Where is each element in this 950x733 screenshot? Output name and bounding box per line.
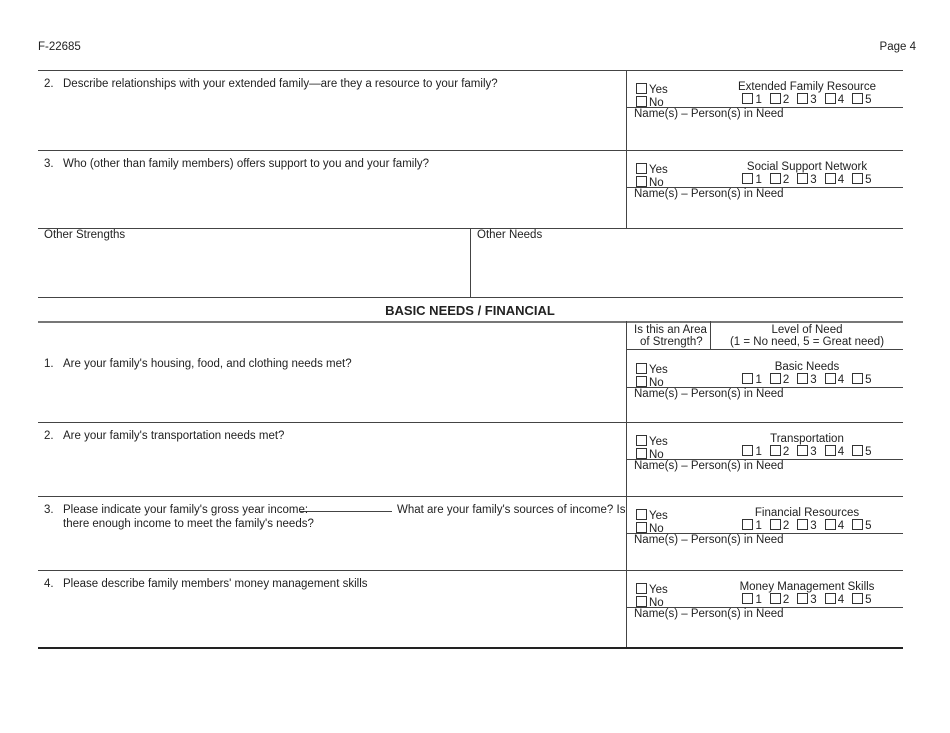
name-field[interactable]: Name(s) – Person(s) in Need <box>634 388 784 400</box>
strength-yes-no <box>636 363 668 389</box>
form-number: F-22685 <box>38 41 81 53</box>
rating-option-2[interactable] <box>770 374 789 386</box>
yes-checkbox[interactable] <box>636 435 647 446</box>
rating-title: Basic Needs <box>774 361 840 373</box>
rating-checkbox[interactable] <box>825 93 836 104</box>
rating-option-5[interactable] <box>852 520 871 532</box>
rating-label: 1 <box>755 94 762 106</box>
rating-title: Money Management Skills <box>739 581 875 593</box>
question-number: 1. <box>44 358 54 370</box>
divider <box>38 297 903 298</box>
rating-label: 5 <box>865 94 872 106</box>
rating-option-4[interactable] <box>825 520 844 532</box>
header-line: of Strength? <box>640 336 703 348</box>
question-label-line2: there enough income to meet the family's needs? <box>63 518 314 530</box>
rating-label: 2 <box>782 174 790 186</box>
question-label: Please indicate your family's gross year income: <box>63 504 309 516</box>
rating-label: 4 <box>837 174 845 186</box>
rating-checkbox[interactable] <box>825 173 836 184</box>
divider <box>470 228 471 297</box>
divider <box>38 496 903 497</box>
rating-checkbox[interactable] <box>797 93 808 104</box>
rating-checkbox[interactable] <box>797 519 808 530</box>
rating-checkbox[interactable] <box>797 445 808 456</box>
question-label: Who (other than family members) offers support to you and your family? <box>63 158 430 170</box>
rating-options <box>712 373 902 386</box>
rating-label: 5 <box>865 174 872 186</box>
strength-option-yes[interactable] <box>636 583 668 596</box>
no-label: No <box>649 597 664 609</box>
yes-checkbox[interactable] <box>636 163 647 174</box>
question-label: Are your family's housing, food, and clothing needs met? <box>63 358 352 370</box>
strength-yes-no <box>636 83 668 109</box>
rating-option-4[interactable] <box>825 446 844 458</box>
rating-option-1[interactable] <box>742 520 761 532</box>
rating-checkbox[interactable] <box>770 373 781 384</box>
rating-checkbox[interactable] <box>742 593 753 604</box>
rating-options <box>712 593 902 606</box>
rating-option-2[interactable] <box>770 446 789 458</box>
need-rating <box>712 161 902 186</box>
strength-yes-no <box>636 163 668 189</box>
rating-option-1[interactable] <box>742 446 761 458</box>
rating-label: 2 <box>782 446 790 458</box>
rating-checkbox[interactable] <box>797 173 808 184</box>
no-checkbox[interactable] <box>636 176 647 187</box>
rating-checkbox[interactable] <box>770 593 781 604</box>
rating-option-2[interactable] <box>770 520 789 532</box>
question-label: Please describe family members' money management skills <box>63 578 368 590</box>
question-number: 2. <box>44 430 54 442</box>
level-col-header <box>712 324 902 348</box>
rating-checkbox[interactable] <box>770 93 781 104</box>
question-label: Describe relationships with your extended family—are they a resource to your family? <box>63 78 498 90</box>
divider <box>38 647 903 649</box>
yes-checkbox[interactable] <box>636 509 647 520</box>
yes-label: Yes <box>649 84 668 96</box>
rating-options <box>712 445 902 458</box>
rating-options <box>712 173 902 186</box>
section-title: BASIC NEEDS / FINANCIAL <box>385 303 555 318</box>
rating-label: 4 <box>837 520 845 532</box>
rating-label: 4 <box>837 94 845 106</box>
rating-option-3[interactable] <box>797 374 816 386</box>
strength-col-header <box>634 324 707 348</box>
strength-option-yes[interactable] <box>636 435 668 448</box>
page-number: Page 4 <box>879 41 916 53</box>
divider <box>38 150 903 151</box>
strength-option-yes[interactable] <box>636 163 668 176</box>
rating-option-3[interactable] <box>797 174 816 186</box>
rating-checkbox[interactable] <box>797 593 808 604</box>
rating-checkbox[interactable] <box>742 519 753 530</box>
rating-label: 3 <box>810 94 817 106</box>
rating-label: 2 <box>782 594 790 606</box>
strength-yes-no <box>636 435 668 461</box>
question-label: Are your family's transportation needs met? <box>63 430 285 442</box>
yes-label: Yes <box>649 164 668 176</box>
rating-label: 4 <box>837 374 845 386</box>
divider <box>38 570 903 571</box>
rating-checkbox[interactable] <box>770 173 781 184</box>
rating-option-3[interactable] <box>797 520 816 532</box>
rating-label: 1 <box>755 446 762 458</box>
rating-option-1[interactable] <box>742 174 761 186</box>
rating-checkbox[interactable] <box>852 519 863 530</box>
rating-label: 1 <box>755 520 762 532</box>
rating-checkbox[interactable] <box>742 93 753 104</box>
header-line: Is this an Area <box>634 324 707 336</box>
no-checkbox[interactable] <box>636 522 647 533</box>
rating-option-5[interactable] <box>852 446 871 458</box>
rating-option-1[interactable] <box>742 94 761 106</box>
rating-label: 1 <box>755 594 762 606</box>
rating-checkbox[interactable] <box>852 93 863 104</box>
rating-label: 5 <box>865 594 872 606</box>
name-field[interactable]: Name(s) – Person(s) in Need <box>634 188 784 200</box>
rating-option-5[interactable] <box>852 174 871 186</box>
divider <box>626 70 627 228</box>
question-text <box>44 503 626 531</box>
no-checkbox[interactable] <box>636 96 647 107</box>
rating-title: Transportation <box>770 433 844 445</box>
name-field[interactable]: Name(s) – Person(s) in Need <box>634 460 784 472</box>
rating-label: 5 <box>865 520 872 532</box>
rating-options <box>712 93 902 106</box>
header-line: (1 = No need, 5 = Great need) <box>729 336 885 348</box>
rating-label: 5 <box>865 374 872 386</box>
question-number: 3. <box>44 158 54 170</box>
need-rating <box>712 433 902 458</box>
rating-label: 2 <box>782 374 790 386</box>
name-field[interactable]: Name(s) – Person(s) in Need <box>634 108 784 120</box>
name-field[interactable]: Name(s) – Person(s) in Need <box>634 608 784 620</box>
rating-checkbox[interactable] <box>852 173 863 184</box>
rating-title: Financial Resources <box>754 507 860 519</box>
rating-label: 3 <box>810 174 817 186</box>
rating-option-1[interactable] <box>742 374 761 386</box>
rating-title: Extended Family Resource <box>737 81 877 93</box>
need-rating <box>712 81 902 106</box>
rating-label: 1 <box>755 174 762 186</box>
rating-options <box>712 519 902 532</box>
rating-option-3[interactable] <box>797 594 816 606</box>
rating-checkbox[interactable] <box>825 593 836 604</box>
rating-option-1[interactable] <box>742 594 761 606</box>
rating-label: 3 <box>810 594 817 606</box>
rating-checkbox[interactable] <box>825 445 836 456</box>
divider <box>626 349 903 350</box>
rating-label: 3 <box>810 446 817 458</box>
yes-checkbox[interactable] <box>636 363 647 374</box>
question-text <box>44 77 498 91</box>
yes-label: Yes <box>649 364 668 376</box>
need-rating <box>712 581 902 606</box>
rating-option-5[interactable] <box>852 594 871 606</box>
yes-label: Yes <box>649 584 668 596</box>
rating-checkbox[interactable] <box>852 373 863 384</box>
strength-yes-no <box>636 583 668 609</box>
no-label: No <box>649 523 664 535</box>
no-label: No <box>649 449 664 461</box>
rating-option-5[interactable] <box>852 94 871 106</box>
yes-label: Yes <box>649 436 668 448</box>
strength-option-yes[interactable] <box>636 83 668 96</box>
rating-option-3[interactable] <box>797 446 816 458</box>
no-label: No <box>649 377 664 389</box>
question-number: 3. <box>44 504 54 516</box>
rating-checkbox[interactable] <box>852 445 863 456</box>
rating-option-4[interactable] <box>825 594 844 606</box>
rating-option-2[interactable] <box>770 94 789 106</box>
rating-label: 5 <box>865 446 872 458</box>
rating-checkbox[interactable] <box>742 173 753 184</box>
yes-checkbox[interactable] <box>636 583 647 594</box>
question-number: 2. <box>44 78 54 90</box>
other-needs-label: Other Needs <box>477 229 543 241</box>
rating-option-4[interactable] <box>825 174 844 186</box>
rating-option-4[interactable] <box>825 94 844 106</box>
strength-option-yes[interactable] <box>636 363 668 376</box>
header-line: Level of Need <box>771 324 843 336</box>
divider <box>38 321 903 323</box>
rating-checkbox[interactable] <box>825 519 836 530</box>
rating-label: 2 <box>782 94 790 106</box>
yes-checkbox[interactable] <box>636 83 647 94</box>
rating-option-5[interactable] <box>852 374 871 386</box>
question-text <box>44 577 368 591</box>
question-number: 4. <box>44 578 54 590</box>
rating-checkbox[interactable] <box>770 519 781 530</box>
question-text <box>44 429 284 443</box>
rating-label: 4 <box>837 594 845 606</box>
rating-option-2[interactable] <box>770 594 789 606</box>
question-text <box>44 357 352 371</box>
no-label: No <box>649 177 664 189</box>
divider <box>38 70 903 71</box>
need-rating <box>712 507 902 532</box>
rating-checkbox[interactable] <box>825 373 836 384</box>
rating-option-4[interactable] <box>825 374 844 386</box>
yes-label: Yes <box>649 510 668 522</box>
rating-checkbox[interactable] <box>742 373 753 384</box>
strength-option-yes[interactable] <box>636 509 668 522</box>
rating-label: 3 <box>810 520 817 532</box>
rating-label: 3 <box>810 374 817 386</box>
rating-title: Social Support Network <box>746 161 868 173</box>
rating-checkbox[interactable] <box>770 445 781 456</box>
rating-checkbox[interactable] <box>797 373 808 384</box>
no-checkbox[interactable] <box>636 596 647 607</box>
rating-option-3[interactable] <box>797 94 816 106</box>
rating-checkbox[interactable] <box>852 593 863 604</box>
rating-option-2[interactable] <box>770 174 789 186</box>
rating-checkbox[interactable] <box>742 445 753 456</box>
need-rating <box>712 361 902 386</box>
rating-label: 2 <box>782 520 790 532</box>
no-checkbox[interactable] <box>636 376 647 387</box>
rating-label: 4 <box>837 446 845 458</box>
name-field[interactable]: Name(s) – Person(s) in Need <box>634 534 784 546</box>
no-checkbox[interactable] <box>636 448 647 459</box>
question-text <box>44 157 429 171</box>
rating-label: 1 <box>755 374 762 386</box>
divider <box>38 422 903 423</box>
other-strengths-label: Other Strengths <box>44 229 126 241</box>
divider <box>626 321 627 647</box>
question-extra: What are your family's sources of income? Is <box>397 504 626 516</box>
strength-yes-no <box>636 509 668 535</box>
no-label: No <box>649 97 664 109</box>
divider <box>710 321 711 349</box>
